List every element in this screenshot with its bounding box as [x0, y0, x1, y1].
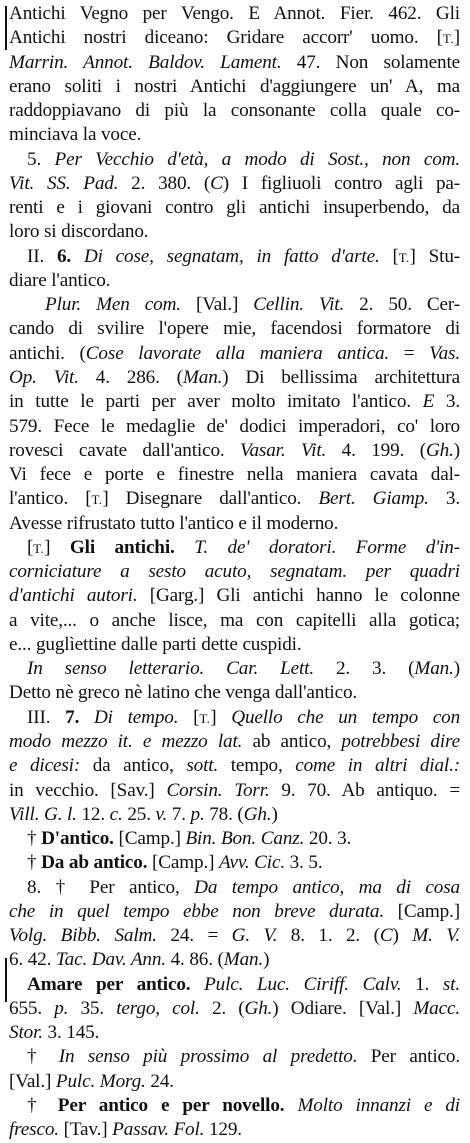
- text-segment: Di tempo.: [93, 706, 179, 728]
- text-segment: ] Stu-: [409, 245, 461, 267]
- text-segment: E: [422, 391, 435, 413]
- text-segment: [Camp.]: [383, 900, 460, 922]
- text-segment: Vas.: [429, 342, 460, 364]
- text-segment: [Tav.]: [58, 1119, 113, 1141]
- text-segment: [190, 974, 204, 995]
- text-segment: come in altri dial.:: [295, 755, 460, 777]
- text-segment: Man.: [182, 366, 223, 388]
- text-segment: Pulc. Morg.: [55, 1070, 146, 1092]
- text-segment: Gli antichi.: [69, 536, 175, 558]
- text-segment: d'antichi autori.: [9, 585, 138, 607]
- entry-line: [9, 948, 460, 972]
- text-segment: 4. 199. (: [326, 439, 426, 461]
- text-segment: [175, 537, 195, 558]
- entry-line: [9, 196, 460, 220]
- entry-line: [9, 633, 460, 657]
- text-segment: loro si discordano.: [9, 221, 149, 243]
- text-segment: [Garg.] Gli antichi hanno le colonne: [137, 585, 460, 607]
- text-segment: Passav. Fol.: [112, 1119, 205, 1141]
- entry-line: [9, 99, 460, 123]
- text-segment: Avv. Cic.: [219, 852, 285, 874]
- text-segment: corniciature a sesto acuto, segnatam. per quadri: [9, 561, 460, 583]
- text-segment: c.: [109, 803, 123, 825]
- text-segment: ,: [175, 876, 195, 898]
- entry-line: [9, 415, 460, 439]
- entry-line: [9, 2, 460, 26]
- text-segment: 4. 86. (: [165, 949, 224, 971]
- text-segment: l'antico. [: [9, 488, 92, 510]
- text-segment: 12.: [76, 803, 110, 825]
- text-segment: Cellin. Vit.: [253, 294, 345, 316]
- text-segment: In senso letterario. Car. Lett.: [27, 658, 314, 680]
- text-segment: †: [27, 1094, 58, 1116]
- text-segment: Avesse rifrustato tutto l'antico e il moderno.: [9, 512, 339, 534]
- text-segment: =: [389, 342, 430, 364]
- entry-line: [9, 220, 460, 244]
- text-segment: †: [27, 1046, 59, 1068]
- text-segment: Amare per antico.: [27, 973, 191, 995]
- text-segment: 3.: [434, 391, 460, 413]
- text-segment: 9. 70. Ab antiquo. =: [269, 779, 461, 801]
- text-segment: erano soliti i nostri Antichi d'aggiungere un' A, ma: [9, 75, 460, 97]
- entry-line: [9, 245, 460, 269]
- text-segment: 129.: [204, 1119, 242, 1141]
- text-segment: Corsin. Torr.: [166, 779, 270, 801]
- text-segment: Vill. G. l.: [9, 803, 77, 825]
- entry-line: [9, 366, 460, 390]
- entry-line: [9, 148, 460, 172]
- text-segment: raddoppiavano di più la consonante colla quale co-: [9, 100, 460, 122]
- text-segment: 2. 380. (: [118, 172, 211, 194]
- text-segment: 24. =: [156, 925, 232, 947]
- text-segment: Da tempo antico, ma di cosa: [194, 876, 460, 898]
- text-segment: Man.: [414, 658, 454, 680]
- entry-line: [9, 924, 460, 948]
- text-segment: potrebbesi dire: [341, 730, 460, 752]
- text-segment: †: [27, 852, 42, 874]
- text-segment: Detto nè greco nè latino che venga dall'antico.: [9, 682, 358, 704]
- text-segment: ] Disegnare dall'antico.: [102, 488, 319, 510]
- entry-line: [9, 390, 460, 414]
- text-segment: che in quel tempo ebbe non breve durata.: [9, 900, 384, 922]
- text-segment: per: [128, 3, 181, 24]
- text-segment: 47. Non solamente: [281, 51, 460, 73]
- text-segment: T. de' doratori. Forme d'in-: [194, 536, 460, 558]
- text-segment: Pulc. Luc. Ciriff. Calv.: [204, 973, 402, 995]
- text-segment: 655.: [9, 997, 55, 1019]
- text-segment: [: [379, 245, 399, 267]
- entry-line: [9, 657, 460, 681]
- text-segment: Vegno: [79, 3, 129, 24]
- text-segment: 25.: [122, 803, 156, 825]
- text-segment: Antichi: [9, 3, 80, 24]
- text-segment: T.: [91, 492, 103, 508]
- text-segment: 8. †: [27, 876, 90, 898]
- text-segment: 3.: [428, 488, 460, 510]
- text-segment: [Val.]: [180, 294, 254, 316]
- entry-line: [9, 851, 460, 875]
- text-segment: p.: [190, 803, 205, 825]
- text-segment: ) Di bellissima architettura: [222, 366, 461, 388]
- text-segment: In senso più prossimo al predetto.: [58, 1046, 358, 1068]
- text-segment: Vit. SS. Pad.: [9, 172, 119, 194]
- text-segment: Bert. Giamp.: [318, 488, 429, 510]
- text-segment: C: [379, 925, 393, 947]
- entry-line: [9, 172, 460, 196]
- text-segment: T.: [398, 249, 410, 265]
- text-segment: ): [453, 439, 461, 461]
- text-segment: renti e i giovani contro gli antichi insuperbendo, da: [9, 197, 460, 219]
- text-segment: M. V.: [412, 925, 461, 947]
- text-segment: [Camp.]: [147, 852, 220, 874]
- entry-line: [9, 876, 460, 900]
- text-segment: 3. 5.: [284, 852, 323, 874]
- text-segment: ): [392, 925, 413, 947]
- entry-line: [9, 1021, 460, 1045]
- text-segment: 35.: [68, 997, 117, 1019]
- text-segment: G. V.: [231, 925, 278, 947]
- entry-line: [9, 609, 460, 633]
- text-segment: Quello che un tempo con: [231, 706, 461, 728]
- text-segment: 5.: [27, 148, 55, 170]
- text-segment: D'antico.: [41, 828, 114, 850]
- text-segment: rovesci cavate dall'antico.: [9, 439, 241, 461]
- text-segment: Gh.: [244, 997, 273, 1019]
- text-segment: [Val.]: [9, 1070, 56, 1092]
- text-segment: sott.: [186, 755, 219, 777]
- entry-line: [9, 1118, 460, 1142]
- text-segment: ]: [210, 706, 232, 728]
- text-segment: [284, 1095, 297, 1116]
- entry-line: [9, 803, 460, 827]
- entry-line: [9, 439, 460, 463]
- entry-line: [9, 754, 460, 778]
- text-segment: ) Odiare. [Val.]: [272, 997, 414, 1019]
- entry-line: [9, 269, 460, 293]
- text-segment: Vasar. Vit.: [240, 439, 327, 461]
- text-segment: fresco.: [9, 1119, 59, 1141]
- text-segment: ): [271, 803, 278, 825]
- text-segment: [71, 246, 84, 267]
- text-segment: †: [27, 828, 42, 850]
- text-segment: 6. 42.: [9, 949, 56, 971]
- text-segment: ): [263, 949, 270, 971]
- text-segment: minciava la voce.: [9, 124, 142, 146]
- text-segment: 7.: [167, 803, 191, 825]
- text-segment: Per Vecchio d'età, a modo di Sost., non com.: [54, 148, 460, 170]
- text-segment: a vite,... o anche lisce, ma con capitelli alla gotica;: [9, 609, 460, 631]
- text-segment: st.: [442, 973, 460, 995]
- text-segment: 20. 3.: [304, 828, 352, 850]
- text-segment: in vecchio. [Sav.]: [9, 779, 167, 801]
- text-segment: [Camp.]: [113, 828, 186, 850]
- text-segment: da antico,: [80, 755, 187, 777]
- text-segment: Molto innanzi e di: [297, 1094, 460, 1116]
- text-segment: tergo, col.: [116, 997, 200, 1019]
- text-segment: 2. 3. (: [313, 658, 415, 680]
- entry-line: [9, 123, 460, 147]
- text-segment: Cose lavorate alla maniera antica.: [85, 342, 390, 364]
- entry-line: [9, 51, 460, 75]
- text-segment: e dicesi:: [9, 755, 81, 777]
- text-segment: Vengo. E Annot. Fier.: [180, 3, 374, 24]
- text-segment: Tac. Dav. Ann.: [55, 949, 166, 971]
- text-segment: Marrin. Annot. Baldov. Lament.: [9, 51, 282, 73]
- text-segment: modo mezzo it. e mezzo lat.: [9, 730, 243, 752]
- text-segment: Gh.: [425, 439, 454, 461]
- text-segment: [79, 707, 94, 728]
- text-segment: T.: [33, 540, 45, 556]
- text-segment: 462. Gli: [373, 3, 460, 24]
- text-segment: tempo,: [218, 755, 296, 777]
- text-segment: Plur. Men com.: [45, 294, 181, 316]
- text-segment: [: [27, 536, 34, 558]
- text-segment: Man.: [223, 949, 264, 971]
- entry-line: [9, 512, 460, 536]
- text-segment: Volg. Bibb. Salm.: [9, 925, 157, 947]
- entry-line: [9, 26, 460, 50]
- entry-line: [9, 706, 460, 730]
- entry-line: [9, 1094, 460, 1118]
- entry-line: [9, 1045, 460, 1069]
- text-segment: ): [453, 658, 460, 680]
- text-segment: 8. 1. 2. (: [277, 925, 380, 947]
- entry-line: [9, 342, 460, 366]
- text-segment: Gh.: [243, 803, 272, 825]
- text-segment: Op. Vit.: [9, 366, 79, 388]
- text-segment: p.: [54, 997, 69, 1019]
- entry-line: [9, 997, 460, 1021]
- text-segment: Macc.: [413, 997, 460, 1019]
- text-segment: Per antico: [89, 876, 175, 898]
- text-segment: in tutte le parti per aver molto imitato l'antico.: [9, 391, 423, 413]
- text-segment: 6.: [56, 245, 72, 267]
- entry-line: [9, 536, 460, 560]
- text-segment: 2. 50. Cer-: [344, 294, 461, 316]
- text-segment: T.: [199, 710, 211, 726]
- text-segment: ]: [453, 27, 460, 49]
- text-segment: Stor.: [9, 1022, 43, 1044]
- text-segment: v.: [155, 803, 168, 825]
- text-segment: T.: [442, 31, 454, 47]
- text-segment: 24.: [145, 1070, 174, 1092]
- entry-line: [9, 973, 460, 997]
- entry-line: [9, 463, 460, 487]
- text-segment: Di cose, segnatam, in fatto d'arte.: [83, 245, 380, 267]
- entry-line: [9, 779, 460, 803]
- text-segment: ) I figliuoli contro agli pa-: [222, 172, 461, 194]
- entry-line: [9, 827, 460, 851]
- text-segment: Antichi nostri diceano: Gridare accorr' uomo. [: [9, 27, 443, 49]
- text-segment: 3. 145.: [42, 1022, 100, 1044]
- entry-text: [9, 2, 460, 1142]
- text-segment: II.: [27, 245, 57, 267]
- text-segment: ]: [44, 536, 70, 558]
- text-segment: cando di svilire l'opere mie, facendosi formatore di: [9, 318, 460, 340]
- text-segment: 579. Fece le medaglie de' dodici imperadori, co' loro: [9, 415, 460, 437]
- text-segment: 4. 286. (: [78, 366, 183, 388]
- text-segment: Bin. Bon. Canz.: [185, 828, 305, 850]
- margin-rule-top: [5, 6, 7, 50]
- text-segment: 78. (: [204, 803, 244, 825]
- text-segment: 2. (: [199, 997, 245, 1019]
- text-segment: C: [210, 172, 223, 194]
- entry-line: [9, 1070, 460, 1094]
- entry-line: [9, 75, 460, 99]
- entry-line: [9, 293, 460, 317]
- entry-line: [9, 900, 460, 924]
- text-segment: antichi. (: [9, 342, 86, 364]
- text-segment: ab antico,: [242, 730, 342, 752]
- entry-line: [9, 584, 460, 608]
- entry-line: [9, 681, 460, 705]
- text-segment: diare l'antico.: [9, 269, 111, 291]
- entry-line: [9, 317, 460, 341]
- text-segment: Vi fece e porte e finestre nella maniera cavata dal-: [9, 464, 460, 486]
- margin-rule-bottom: [5, 958, 7, 1002]
- text-segment: e... guglìettine dalle parti dette cuspidi.: [9, 633, 302, 655]
- text-segment: Per antico e per novello.: [57, 1094, 285, 1116]
- entry-line: [9, 730, 460, 754]
- text-segment: III.: [27, 706, 66, 728]
- text-segment: 1.: [401, 973, 443, 995]
- text-segment: [: [178, 706, 200, 728]
- text-segment: 7.: [65, 706, 80, 728]
- text-segment: Da ab antico.: [41, 852, 148, 874]
- entry-line: [9, 487, 460, 511]
- text-segment: Per antico.: [357, 1046, 460, 1068]
- entry-line: [9, 560, 460, 584]
